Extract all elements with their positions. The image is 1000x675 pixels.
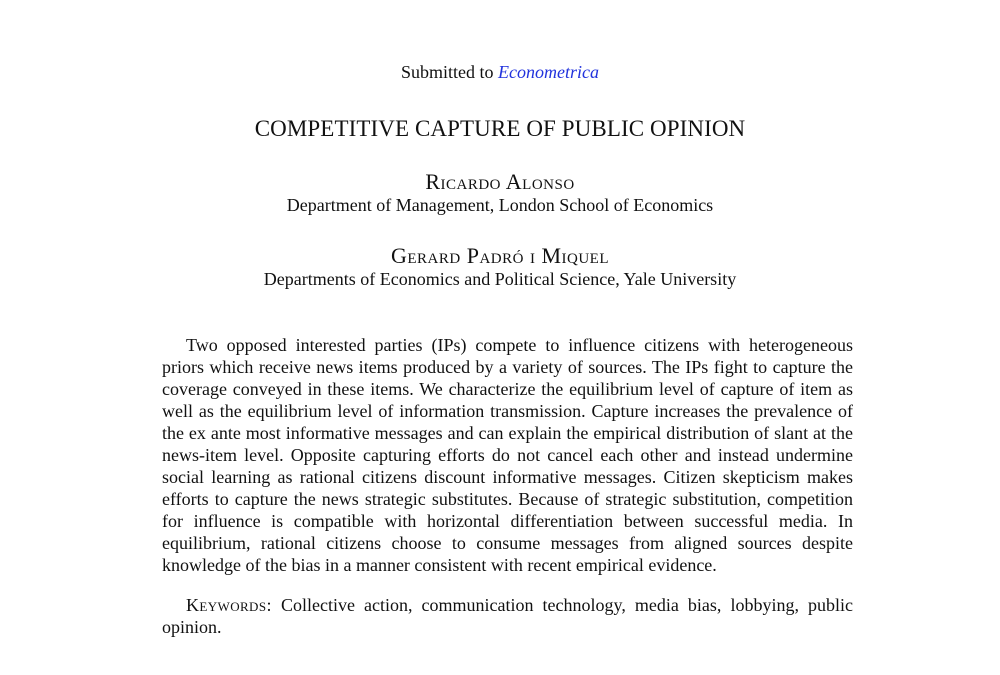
author-affiliation: Departments of Economics and Political Science, Yale University bbox=[263, 269, 737, 289]
author-name: Gerard Padró i Miquel bbox=[390, 243, 609, 268]
keywords-text: Collective action, communication technology, media bias, lobbying, public opinion. bbox=[162, 595, 854, 637]
submitted-prefix: Submitted to bbox=[401, 62, 494, 82]
paper-title: COMPETITIVE CAPTURE OF PUBLIC OPINION bbox=[254, 116, 746, 141]
abstract-paragraph: Two opposed interested parties (IPs) compete to influence citizens with heterogeneous priors which receive news items produced by a variety of sources. The IPs fight to capture the coverage conveyed in these items. We characterize the equilibrium level of capture of item as well as the equilibrium level of information transmission. Capture increases the prevalence of the ex ante most informative messages and can explain the empirical distribution of slant at the news-item level. Opposite capturing efforts do not cancel each other and instead undermine social learning as rational citizens discount informative messages. Citizen skepticism makes efforts to capture the news strategic substitutes. Because of strategic substitution, competition for influence is compatible with horizontal differentiation between successful media. In equilibrium, rational citizens choose to consume messages from aligned sources despite knowledge of the bias in a manner consistent with recent empirical evidence. bbox=[162, 335, 853, 575]
journal-name: Econometrica bbox=[498, 62, 599, 82]
submission-note bbox=[0, 62, 1000, 83]
author-name: Ricardo Alonso bbox=[425, 169, 575, 194]
keywords-label: Keywords: bbox=[186, 595, 272, 615]
keywords-paragraph bbox=[162, 594, 853, 638]
author-affiliation: Department of Management, London School of Economics bbox=[286, 195, 714, 215]
